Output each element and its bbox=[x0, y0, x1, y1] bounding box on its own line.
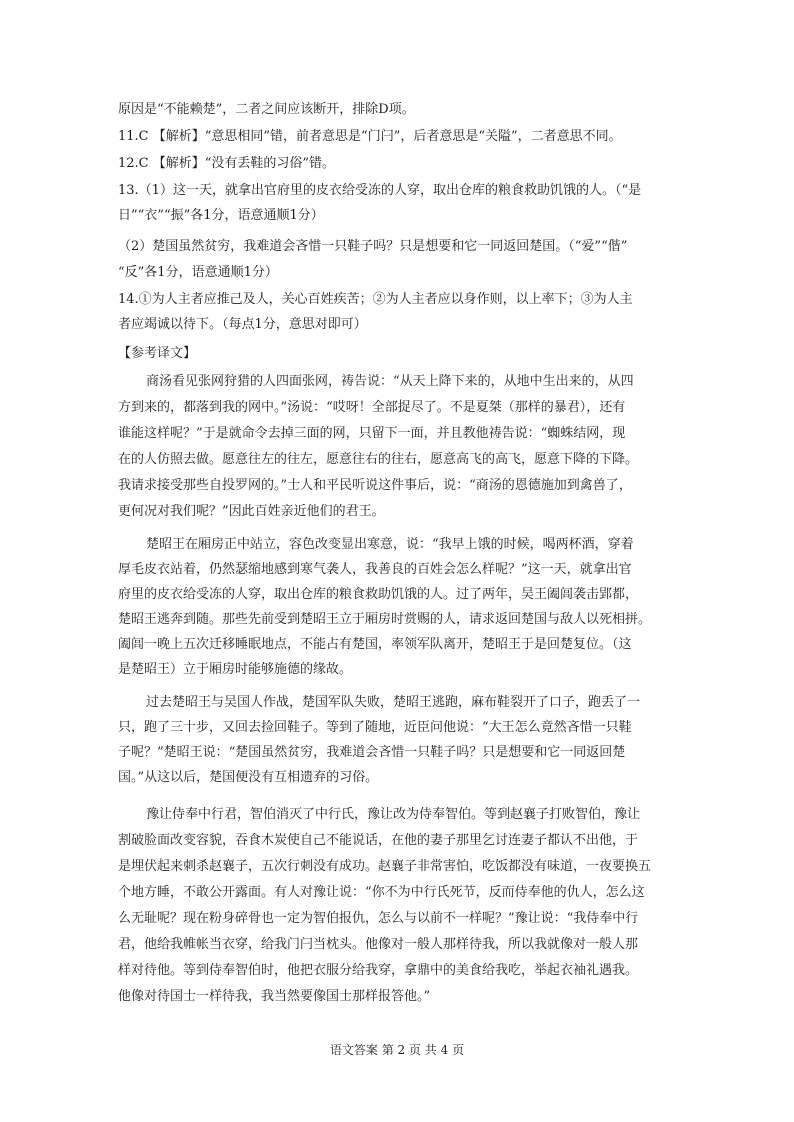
translation-line: 府里的皮衣给受冻的人穿，取出仓库的粮食救助饥饿的人。过了两年，吴王阖闾袭击郢都， bbox=[118, 587, 639, 602]
translation-line: 更何况对我们呢？”因此百姓亲近他们的君王。 bbox=[118, 504, 385, 519]
answer-14: 14.①为人主者应推己及人，关心百姓疾苦；②为人主者应以身作则，以上率下；③为人主 bbox=[118, 292, 633, 307]
translation-line: 在的人仿照去做。愿意往左的往左，愿意往右的往右，愿意高飞的高飞，愿意下降的下降。 bbox=[118, 452, 639, 467]
translation-line: 样对待他。等到侍奉智伯时，他把衣服分给我穿，拿鼎中的美食给我吃，举起衣袖礼遇我。 bbox=[118, 963, 639, 978]
translation-line: 楚昭王在厢房正中站立，容色改变显出寒意，说：“我早上饿的时候，喝两杯酒，穿着 bbox=[146, 537, 634, 552]
answer-13-2: （2）楚国虽然贫穷，我难道会吝惜一只鞋子吗？只是想要和它一同返回楚国。（“爱”“偕” bbox=[118, 239, 628, 254]
translation-line: 豫让侍奉中行君，智伯消灭了中行氏，豫让改为侍奉智伯。等到赵襄子打败智伯，豫让 bbox=[146, 807, 641, 822]
translation-line: 我请求接受那些自投罗网的。”士人和平民听说这件事后，说：“商汤的恩德施加到禽兽了， bbox=[118, 478, 632, 493]
translation-line: 个地方睡，不敢公开露面。有人对豫让说：“你不为中行氏死节，反而侍奉他的仇人，怎么这 bbox=[118, 885, 645, 900]
translation-line: 是楚昭王）立于厢房时能够施德的缘故。 bbox=[118, 662, 353, 677]
answer-line: 原因是“不能赖楚”，二者之间应该断开，排除D项。 bbox=[118, 102, 415, 117]
translation-line: 阖闾一晚上五次迁移睡眠地点，不能占有楚国，率领军队离开，楚昭王于是回楚复位。（这 bbox=[118, 637, 632, 652]
answer-line: 日”“衣”“振”各1分，语意通顺1分） bbox=[118, 208, 324, 223]
translation-line: 谁能这样呢？”于是就命令去掉三面的网，只留下一面，并且教他祷告说：“蜘蛛结网，现 bbox=[118, 426, 626, 441]
answer-line: “反”各1分，语意通顺1分） bbox=[118, 265, 278, 280]
answer-11: 11.C 【解析】“意思相同”错，前者意思是“门闩”，后者意思是“关隘”，二者意思不同。 bbox=[118, 129, 622, 144]
translation-line: 是埋伏起来刺杀赵襄子，五次行刺没有成功。赵襄子非常害怕，吃饭都没有味道，一夜要换五 bbox=[118, 859, 652, 874]
page-footer: 语文答案 第 2 页 共 4 页 bbox=[329, 1043, 465, 1057]
answer-line: 者应竭诚以待下。（每点1分，意思对即可） bbox=[118, 317, 367, 332]
answer-12: 12.C 【解析】“没有丢鞋的习俗”错。 bbox=[118, 156, 336, 171]
translation-line: 商汤看见张网狩猎的人四面张网，祷告说：“从天上降下来的，从地中生出来的，从四 bbox=[146, 374, 634, 389]
translation-heading: 【参考译文】 bbox=[118, 346, 197, 361]
translation-line: 君，他给我帷帐当衣穿，给我门闩当枕头。他像对一般人那样待我，所以我就像对一般人那 bbox=[118, 937, 639, 952]
translation-line: 只，跑了三十步，又回去捡回鞋子。等到了随地，近臣问他说：“大王怎么竟然吝惜一只鞋 bbox=[118, 720, 632, 735]
answer-13-1: 13.（1）这一天，就拿出官府里的皮衣给受冻的人穿，取出仓库的粮食救助饥饿的人。（“是 bbox=[118, 183, 642, 198]
translation-line: 方到来的，都落到我的网中。”汤说：“哎呀！全部捉尽了。不是夏桀（那样的暴君），还有 bbox=[118, 400, 626, 415]
translation-line: 割破脸面改变容貌，吞食木炭使自己不能说话，在他的妻子那里乞讨连妻子都认不出他，于 bbox=[118, 833, 639, 848]
translation-line: 国。”从这以后，楚国便没有互相遗弃的习俗。 bbox=[118, 770, 379, 785]
translation-line: 么无耻呢？现在粉身碎骨也一定为智伯报仇，怎么与以前不一样呢？”豫让说：“我侍奉中行 bbox=[118, 911, 639, 926]
translation-line: 厚毛皮衣站着，仍然瑟缩地感到寒气袭人，我善良的百姓会怎么样呢？”这一天，就拿出官 bbox=[118, 562, 632, 577]
translation-line: 子呢？”楚昭王说：“楚国虽然贫穷，我难道会吝惜一只鞋子吗？只是想要和它一同返回楚 bbox=[118, 745, 626, 760]
translation-line: 他像对待国士一样待我，我当然要像国士那样报答他。” bbox=[118, 989, 431, 1004]
translation-line: 楚昭王逃奔到随。那些先前受到楚昭王立于厢房时赏赐的人，请求返回楚国与敌人以死相拼。 bbox=[118, 612, 652, 627]
translation-line: 过去楚昭王与吴国人作战，楚国军队失败，楚昭王逃跑，麻布鞋裂开了口子，跑丢了一 bbox=[146, 695, 641, 710]
